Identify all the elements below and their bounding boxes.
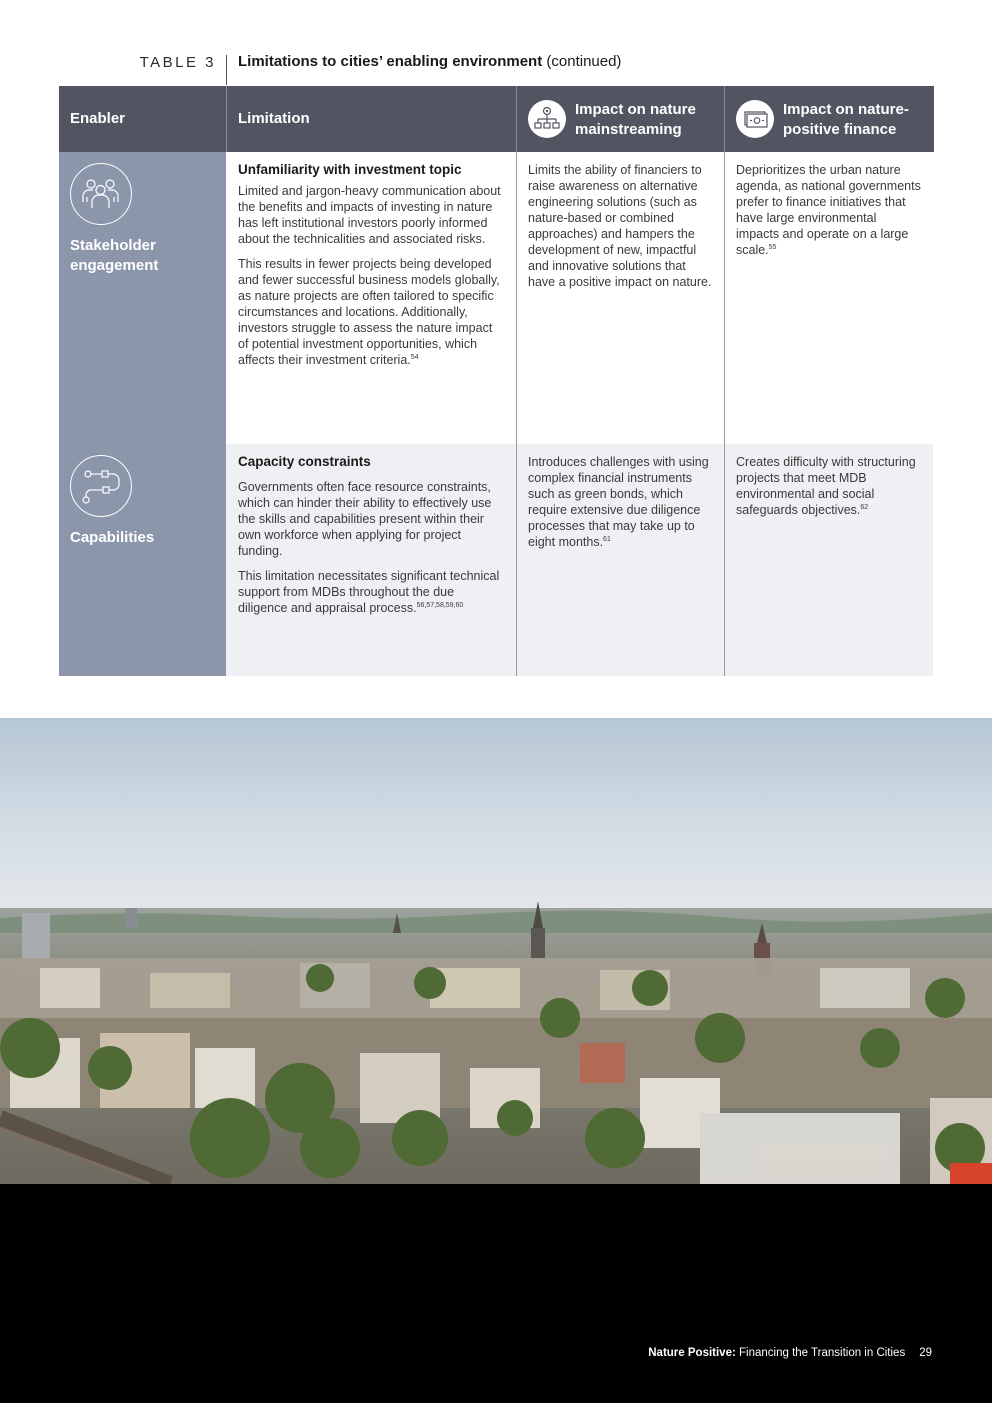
people-group-icon	[70, 163, 132, 225]
limitation-paragraph	[238, 568, 504, 616]
footnote-ref: 61	[603, 536, 611, 543]
header-line-1: Impact on nature	[575, 101, 696, 118]
footnote-ref: 54	[410, 354, 419, 361]
header-line-1: Impact on nature-	[783, 101, 909, 118]
paragraph-text: This results in fewer projects being developed and fewer successful business models globally, as nature projects are often tailored to specific circumstances and locations. Additionally, investors struggle to assess the nature impact of potential investment opportunities, which affects their investment criteria.	[238, 257, 500, 367]
limitation-paragraph	[238, 256, 504, 368]
limitation-title: Capacity constraints	[238, 454, 371, 469]
workflow-icon	[70, 455, 132, 517]
header-impact-mainstreaming	[516, 86, 725, 152]
paragraph-text: Limited and jargon-heavy communication about the benefits and impacts of investing in nature has left institutional investors poorly informed about the technicalities and associated risks.	[238, 184, 501, 246]
paragraph-text: Introduces challenges with using complex financial instruments such as green bonds, which require extensive due diligence processes that may take up to eight months.	[528, 455, 709, 549]
header-enabler-label: Enabler	[70, 110, 126, 127]
paragraph-text: Governments often face resource constraints, which can hinder their ability to effectively use the skills and capabilities present within their own workforce when applying for project funding.	[238, 480, 492, 558]
page-number: 29	[919, 1347, 932, 1359]
limitation-cell	[226, 152, 516, 444]
impact-finance-cell	[724, 152, 933, 444]
header-impact-finance	[724, 86, 934, 152]
impact-text	[528, 162, 713, 290]
aerial-city-skyline-photo	[0, 718, 992, 1184]
paragraph-text: Limits the ability of financiers to raise awareness on alternative engineering solutions (such as nature-based or combined approaches) and hampers the development of new, impactful and innovative solutions that have a positive impact on nature.	[528, 163, 712, 289]
enabler-label-line: Stakeholder	[70, 237, 156, 254]
footnote-ref: 55	[768, 244, 777, 251]
impact-mainstreaming-cell	[516, 444, 724, 676]
header-line-2: mainstreaming	[575, 121, 682, 138]
footer-band	[0, 1184, 992, 1403]
header-enabler	[59, 86, 226, 152]
enabler-label-line: Capabilities	[70, 529, 155, 546]
header-limitation	[226, 86, 517, 152]
footer-subtitle: Financing the Transition in Cities	[735, 1347, 906, 1359]
impact-finance-cell	[724, 444, 933, 676]
enabler-label	[70, 236, 158, 276]
paragraph-text: Creates difficulty with structuring projects that meet MDB environmental and social safeguards objectives.	[736, 455, 916, 517]
table-row	[59, 444, 933, 676]
footnote-ref: 56,57,58,59,60	[416, 602, 464, 609]
footer-brand: Nature Positive:	[648, 1347, 736, 1359]
impact-text	[736, 162, 922, 258]
paragraph-text: Deprioritizes the urban nature agenda, as national governments prefer to finance initiatives that have large environmental impacts and operate on a large scale.	[736, 163, 921, 257]
impact-text	[736, 454, 922, 518]
hierarchy-gear-icon	[528, 100, 566, 138]
enabler-cell	[59, 152, 226, 444]
footnote-ref: 62	[860, 504, 869, 511]
table-title	[238, 53, 621, 70]
banknote-icon	[736, 100, 774, 138]
table-number: TABLE 3	[139, 54, 216, 71]
header-limitation-label: Limitation	[238, 110, 310, 127]
limitation-paragraph	[238, 183, 504, 247]
limitation-title: Unfamiliarity with investment topic	[238, 162, 462, 177]
header-line-2: positive finance	[783, 121, 897, 138]
enabler-cell	[59, 444, 226, 676]
enabler-label	[70, 528, 154, 548]
caption-divider	[226, 55, 227, 85]
impact-mainstreaming-cell	[516, 152, 724, 444]
table-caption	[0, 50, 992, 86]
paragraph-text: This limitation necessitates significant technical support from MDBs throughout the due diligence and appraisal process.	[238, 569, 500, 615]
limitation-paragraph	[238, 479, 504, 559]
header-impact-finance-label	[783, 100, 909, 140]
table-row	[59, 152, 933, 444]
page-footer	[648, 1347, 932, 1359]
table-title-bold: Limitations to cities’ enabling environment	[238, 53, 543, 70]
enabler-label-line: engagement	[70, 257, 159, 274]
impact-text	[528, 454, 713, 550]
header-impact-mainstreaming-label	[575, 100, 696, 140]
table-title-continued: (continued)	[542, 53, 622, 70]
limitation-cell	[226, 444, 516, 676]
